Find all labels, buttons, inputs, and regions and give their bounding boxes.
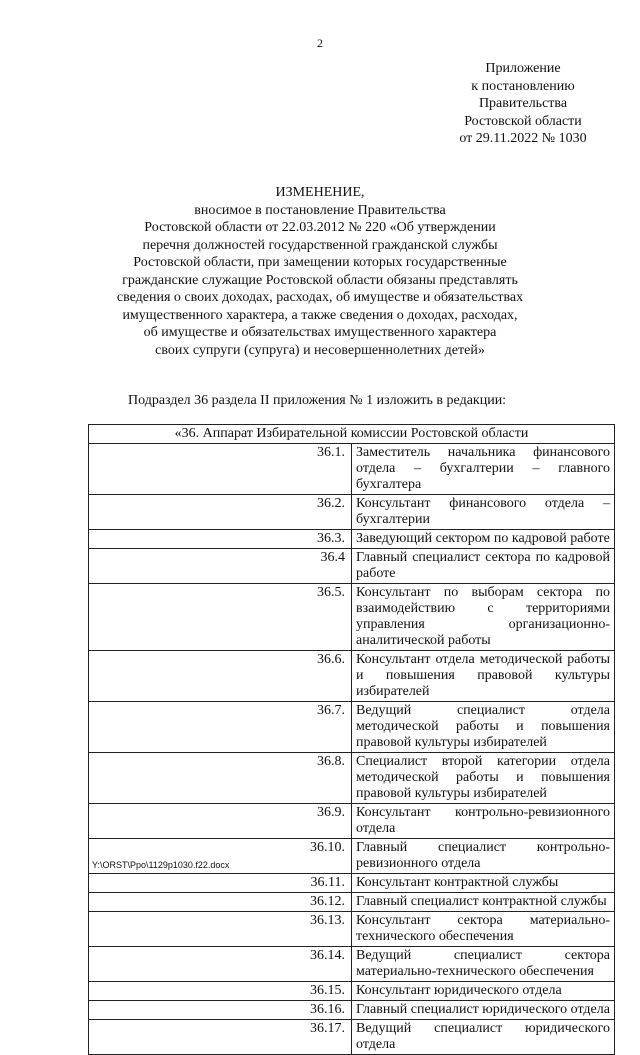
title-line: Ростовской области, при замещении которых государственные bbox=[133, 255, 507, 270]
title-line: гражданские служащие Ростовской области обязаны представлять bbox=[122, 272, 518, 288]
title-line: Ростовской области от 22.03.2012 № 220 «Об утверждении bbox=[144, 220, 496, 235]
row-text: Главный специалист контрольно-ревизионного отдела bbox=[352, 839, 615, 874]
row-text: Специалист второй категории отдела методической работы и повышения правовой культуры избирателей bbox=[352, 753, 615, 804]
file-path-footer: Y:\ORST\Ppo\1129p1030.f22.docx bbox=[92, 860, 230, 870]
row-text: Ведущий специалист сектора материально-технического обеспечения bbox=[352, 947, 615, 982]
row-text: Главный специалист юридического отдела bbox=[352, 1001, 615, 1020]
table-row bbox=[89, 893, 615, 912]
instruction-text: Подраздел 36 раздела II приложения № 1 изложить в редакции: bbox=[128, 393, 507, 408]
table-row bbox=[89, 584, 615, 651]
table-row bbox=[89, 530, 615, 549]
table-header-row bbox=[89, 425, 615, 444]
row-number: 36.15. bbox=[89, 982, 352, 1001]
row-number: 36.10. bbox=[89, 839, 352, 874]
title-line: имущественного характера, а также сведения о доходах, расходах, bbox=[122, 307, 518, 323]
row-text: Ведущий специалист юридического отдела bbox=[352, 1020, 615, 1055]
appendix-line: Ростовской области bbox=[464, 113, 582, 129]
title-line: своих супруги (супруга) и несовершеннолетних детей» bbox=[155, 342, 485, 358]
title-line: об имуществе и обязательствах имущественного характера bbox=[143, 325, 497, 340]
row-number: 36.11. bbox=[89, 874, 352, 893]
row-text: Главный специалист сектора по кадровой работе bbox=[352, 549, 615, 584]
appendix-line: от 29.11.2022 № 1030 bbox=[459, 131, 587, 146]
table-row bbox=[89, 874, 615, 893]
row-number: 36.8. bbox=[89, 753, 352, 804]
row-number: 36.2. bbox=[89, 495, 352, 530]
row-number: 36.14. bbox=[89, 947, 352, 982]
positions-table bbox=[88, 424, 615, 1055]
row-text: Ведущий специалист отдела методической работы и повышения правовой культуры избирателей bbox=[352, 702, 615, 753]
row-text: Консультант контрольно-ревизионного отдела bbox=[352, 804, 615, 839]
table-row bbox=[89, 549, 615, 584]
row-text: Консультант отдела методической работы и повышения правовой культуры избирателей bbox=[352, 651, 615, 702]
row-text: Заведующий сектором по кадровой работе bbox=[352, 530, 615, 549]
title-line: перечня должностей государственной гражданской службы bbox=[142, 237, 498, 253]
table-row bbox=[89, 1001, 615, 1020]
row-text: Консультант юридического отдела bbox=[352, 982, 615, 1001]
row-text: Консультант финансового отдела – бухгалтерии bbox=[352, 495, 615, 530]
table-row bbox=[89, 1020, 615, 1055]
appendix-line: Приложение bbox=[485, 61, 561, 76]
row-text: Консультант сектора материально-технического обеспечения bbox=[352, 912, 615, 947]
table-row bbox=[89, 753, 615, 804]
table-row bbox=[89, 444, 615, 495]
row-number: 36.5. bbox=[89, 584, 352, 651]
document-title bbox=[60, 184, 580, 359]
table-row bbox=[89, 982, 615, 1001]
table-row bbox=[89, 495, 615, 530]
table-row bbox=[89, 702, 615, 753]
row-number: 36.13. bbox=[89, 912, 352, 947]
table-row bbox=[89, 912, 615, 947]
title-line: вносимое в постановление Правительства bbox=[194, 202, 446, 218]
table-row bbox=[89, 651, 615, 702]
row-number: 36.4 bbox=[89, 549, 352, 584]
row-number: 36.7. bbox=[89, 702, 352, 753]
table-row bbox=[89, 947, 615, 982]
row-text: Консультант контрактной службы bbox=[352, 874, 615, 893]
appendix-block bbox=[448, 60, 598, 148]
row-text: Главный специалист контрактной службы bbox=[352, 893, 615, 912]
row-number: 36.12. bbox=[89, 893, 352, 912]
row-number: 36.17. bbox=[89, 1020, 352, 1055]
row-number: 36.9. bbox=[89, 804, 352, 839]
row-text: Консультант по выборам сектора по взаимодействию с территориями управления организационно-аналитической работы bbox=[352, 584, 615, 651]
page-number: 2 bbox=[317, 36, 323, 50]
appendix-line: Правительства bbox=[478, 96, 568, 111]
row-number: 36.3. bbox=[89, 530, 352, 549]
table-row bbox=[89, 804, 615, 839]
appendix-line: к постановлению bbox=[471, 78, 575, 94]
row-text: Заместитель начальника финансового отдела – бухгалтерии – главного бухгалтера bbox=[352, 444, 615, 495]
table-header-cell: «36. Аппарат Избирательной комиссии Ростовской области bbox=[89, 425, 615, 444]
title-line: сведения о своих доходах, расходах, об имуществе и обязательствах bbox=[116, 290, 524, 305]
row-number: 36.16. bbox=[89, 1001, 352, 1020]
row-number: 36.1. bbox=[89, 444, 352, 495]
title-line: ИЗМЕНЕНИЕ, bbox=[275, 185, 365, 200]
row-number: 36.6. bbox=[89, 651, 352, 702]
